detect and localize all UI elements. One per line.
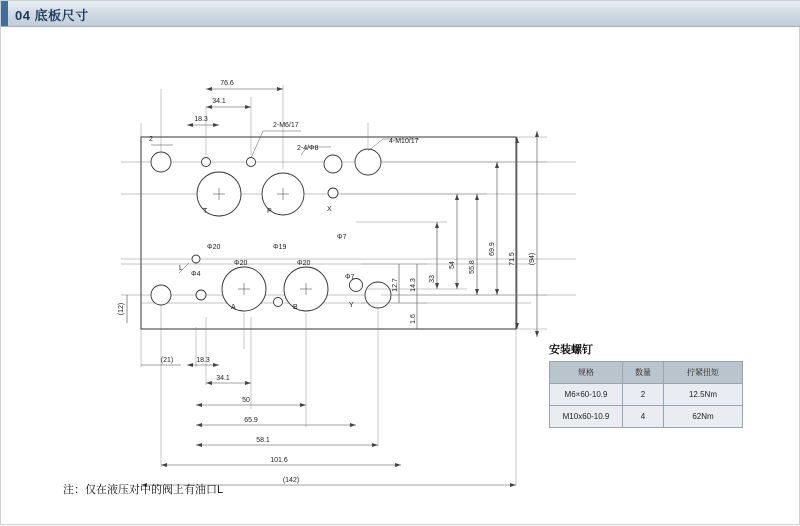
dim-phi19-P: Φ19 (273, 244, 287, 251)
dim-33: 33 (429, 275, 436, 283)
table-header-qty: 数量 (623, 362, 664, 384)
cell-torque-2: 62Nm (664, 406, 743, 428)
dim-phi20-A: Φ20 (234, 260, 248, 267)
dim-50: 50 (242, 397, 250, 404)
mounting-screws-table (549, 361, 743, 428)
callout-2-M6-17: 2-M6/17 (273, 122, 299, 129)
port-label-Y: Y (349, 302, 354, 309)
dim-71-5: 71.5 (509, 252, 516, 266)
table-row (550, 384, 743, 406)
dim-1-6: 1.6 (410, 314, 417, 324)
dim-58-1: 58.1 (256, 437, 270, 444)
cell-qty-1: 2 (623, 384, 664, 406)
callout-4-M10-17: 4-M10/17 (389, 138, 419, 145)
table-header-row (550, 362, 743, 384)
table-header-torque: 拧紧扭矩 (664, 362, 743, 384)
dim-phi7-Y: Φ7 (345, 274, 355, 281)
dim-21: (21) (160, 357, 174, 364)
callout-2-4-phi8: 2-4/Φ8 (297, 145, 319, 152)
technical-drawing (1, 27, 800, 526)
dim-18-3-top: 18.3 (194, 116, 208, 123)
port-label-B: B (293, 304, 298, 311)
section-header (1, 1, 800, 27)
dim-phi4-L: Φ4 (191, 271, 201, 278)
port-label-A: A (231, 304, 236, 311)
dim-2-top: 2 (149, 136, 153, 143)
cell-qty-2: 4 (623, 406, 664, 428)
drawing-svg (1, 27, 800, 526)
port-label-T: T (203, 208, 208, 215)
dim-12-7: 12.7 (392, 278, 399, 292)
footnote: 注：仅在液压对中的阀上有油口L (63, 484, 224, 496)
cell-torque-1: 12.5Nm (664, 384, 743, 406)
dim-18-3-bottom: 18.3 (196, 357, 210, 364)
header-accent-bar (1, 1, 8, 26)
dim-phi7-X: Φ7 (337, 234, 347, 241)
dim-54: 54 (449, 261, 456, 269)
mounting-screws-table-wrapper (549, 341, 743, 428)
table-row (550, 406, 743, 428)
dim-142: (142) (282, 477, 300, 484)
dim-phi20-T: Φ20 (207, 244, 221, 251)
port-label-X: X (327, 206, 332, 213)
dim-101-6: 101.6 (270, 457, 288, 464)
dim-34-1-top: 34.1 (212, 98, 226, 105)
port-label-P: P (267, 208, 272, 215)
port-label-L: L (179, 265, 183, 272)
dim-69-9: 69.9 (489, 242, 496, 256)
dim-55-8: 55.8 (469, 260, 476, 274)
table-header-spec: 规格 (550, 362, 623, 384)
dim-14-3: 14.3 (410, 278, 417, 292)
dim-34-1-bottom: 34.1 (216, 375, 230, 382)
table-title: 安装螺钉 (549, 344, 593, 356)
dim-76-6: 76.6 (220, 80, 234, 87)
cell-spec-1: M6×60-10.9 (550, 384, 623, 406)
cell-spec-2: M10x60-10.9 (550, 406, 623, 428)
dim-65-9: 65.9 (244, 417, 258, 424)
dim-phi20-B: Φ20 (297, 260, 311, 267)
dim-94: (94) (529, 252, 536, 266)
dim-12-left: (12) (118, 302, 125, 316)
page-title: 04 底板尺寸 (15, 8, 89, 23)
